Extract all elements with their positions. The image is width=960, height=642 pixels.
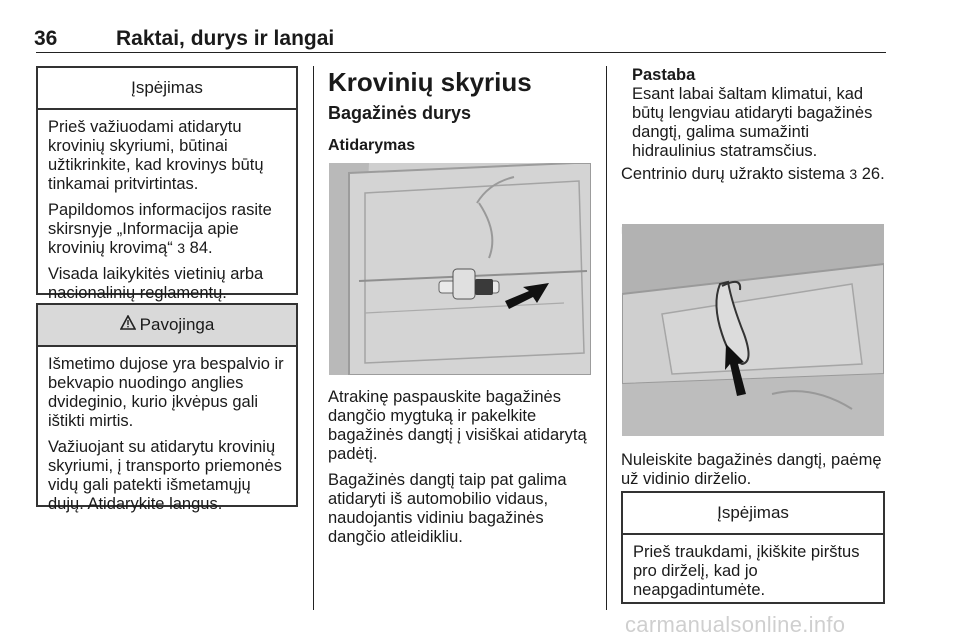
warning-info-reference <box>48 201 286 258</box>
close-text: Nuleiskite bagažinės dangtį, paėmę už vidinio dirželio. <box>621 451 882 488</box>
watermark: carmanualsonline.info <box>625 612 846 637</box>
open-text-2: Bagažinės dangtį taip pat galima atidaryti iš automobilio vidaus, naudojantis vidiniu bagažinės dangčio atleidikliu. <box>328 471 567 546</box>
central-lock-reference <box>621 165 891 184</box>
page-number: 36 <box>34 27 58 50</box>
central-lock-text: Centrinio durų užrakto sistema <box>621 165 850 183</box>
tailgate-open-illustration <box>329 163 591 375</box>
warning-text: Prieš važiuodami atidarytu krovinių skyriumi, būtinai užtikrinkite, kad krovinys būtų tinkamai pritvirtintas. <box>48 118 264 193</box>
open-instructions <box>328 388 596 554</box>
warning-box-body <box>38 110 296 316</box>
close-instructions <box>621 451 889 496</box>
danger-text-2: Važiuojant su atidarytu krovinių skyriumi, į transporto priemonės vidų gali patekti išmetamųjų dujų. Atidarykite langus. <box>48 438 282 513</box>
page-reference-icon: 3 <box>177 240 186 256</box>
warning-box-2 <box>621 491 885 604</box>
warning-box-2-title: Įspėjimas <box>717 503 789 522</box>
warning-2-text: Prieš traukdami, įkiškite pirštus pro dirželį, kad jo neapgadintumėte. <box>633 543 860 599</box>
subsection-title: Bagažinės durys <box>328 103 472 123</box>
section-title: Krovinių skyrius <box>328 67 532 97</box>
warning-triangle-icon <box>120 315 136 335</box>
warning-box-2-header <box>623 493 883 535</box>
reference-text: Papildomos informacijos rasite skirsnyje „Informacija apie krovinių krovimą“ <box>48 201 272 257</box>
page-title: Raktai, durys ir langai <box>116 27 335 50</box>
page-reference: 84. <box>189 239 213 257</box>
note-title: Pastaba <box>632 66 696 84</box>
note <box>632 66 894 161</box>
warning-box-title: Įspėjimas <box>131 78 203 97</box>
danger-box-body <box>38 347 296 527</box>
header-rule <box>36 52 886 53</box>
note-text: Esant labai šaltam klimatui, kad būtų lengviau atidaryti bagažinės dangtį, galima sumažinti hidraulinius statramsčius. <box>632 85 873 160</box>
warning-box <box>36 66 298 302</box>
danger-box-title: Pavojinga <box>139 315 215 334</box>
danger-text: Išmetimo dujose yra bespalvio ir bekvapio nuodingo anglies dvideginio, kurio įkvėpus gali ištikti mirtis. <box>48 355 284 430</box>
warning-regulations-text: Visada laikykitės vietinių arba nacionalinių reglamentų. <box>48 265 264 302</box>
danger-box <box>36 303 298 513</box>
column-divider <box>313 66 314 610</box>
page-reference: 26. <box>861 165 885 183</box>
tailgate-strap-illustration <box>622 224 884 436</box>
danger-box-header <box>38 305 296 347</box>
column-divider <box>606 66 607 610</box>
warning-box-header <box>38 68 296 110</box>
page-reference-icon: 3 <box>849 166 858 182</box>
open-text-1: Atrakinę paspauskite bagažinės dangčio mygtuką ir pakelkite bagažinės dangtį į visiškai atidarytą padėtį. <box>328 388 587 463</box>
warning-box-2-body <box>623 535 883 613</box>
open-heading: Atidarymas <box>328 137 416 154</box>
